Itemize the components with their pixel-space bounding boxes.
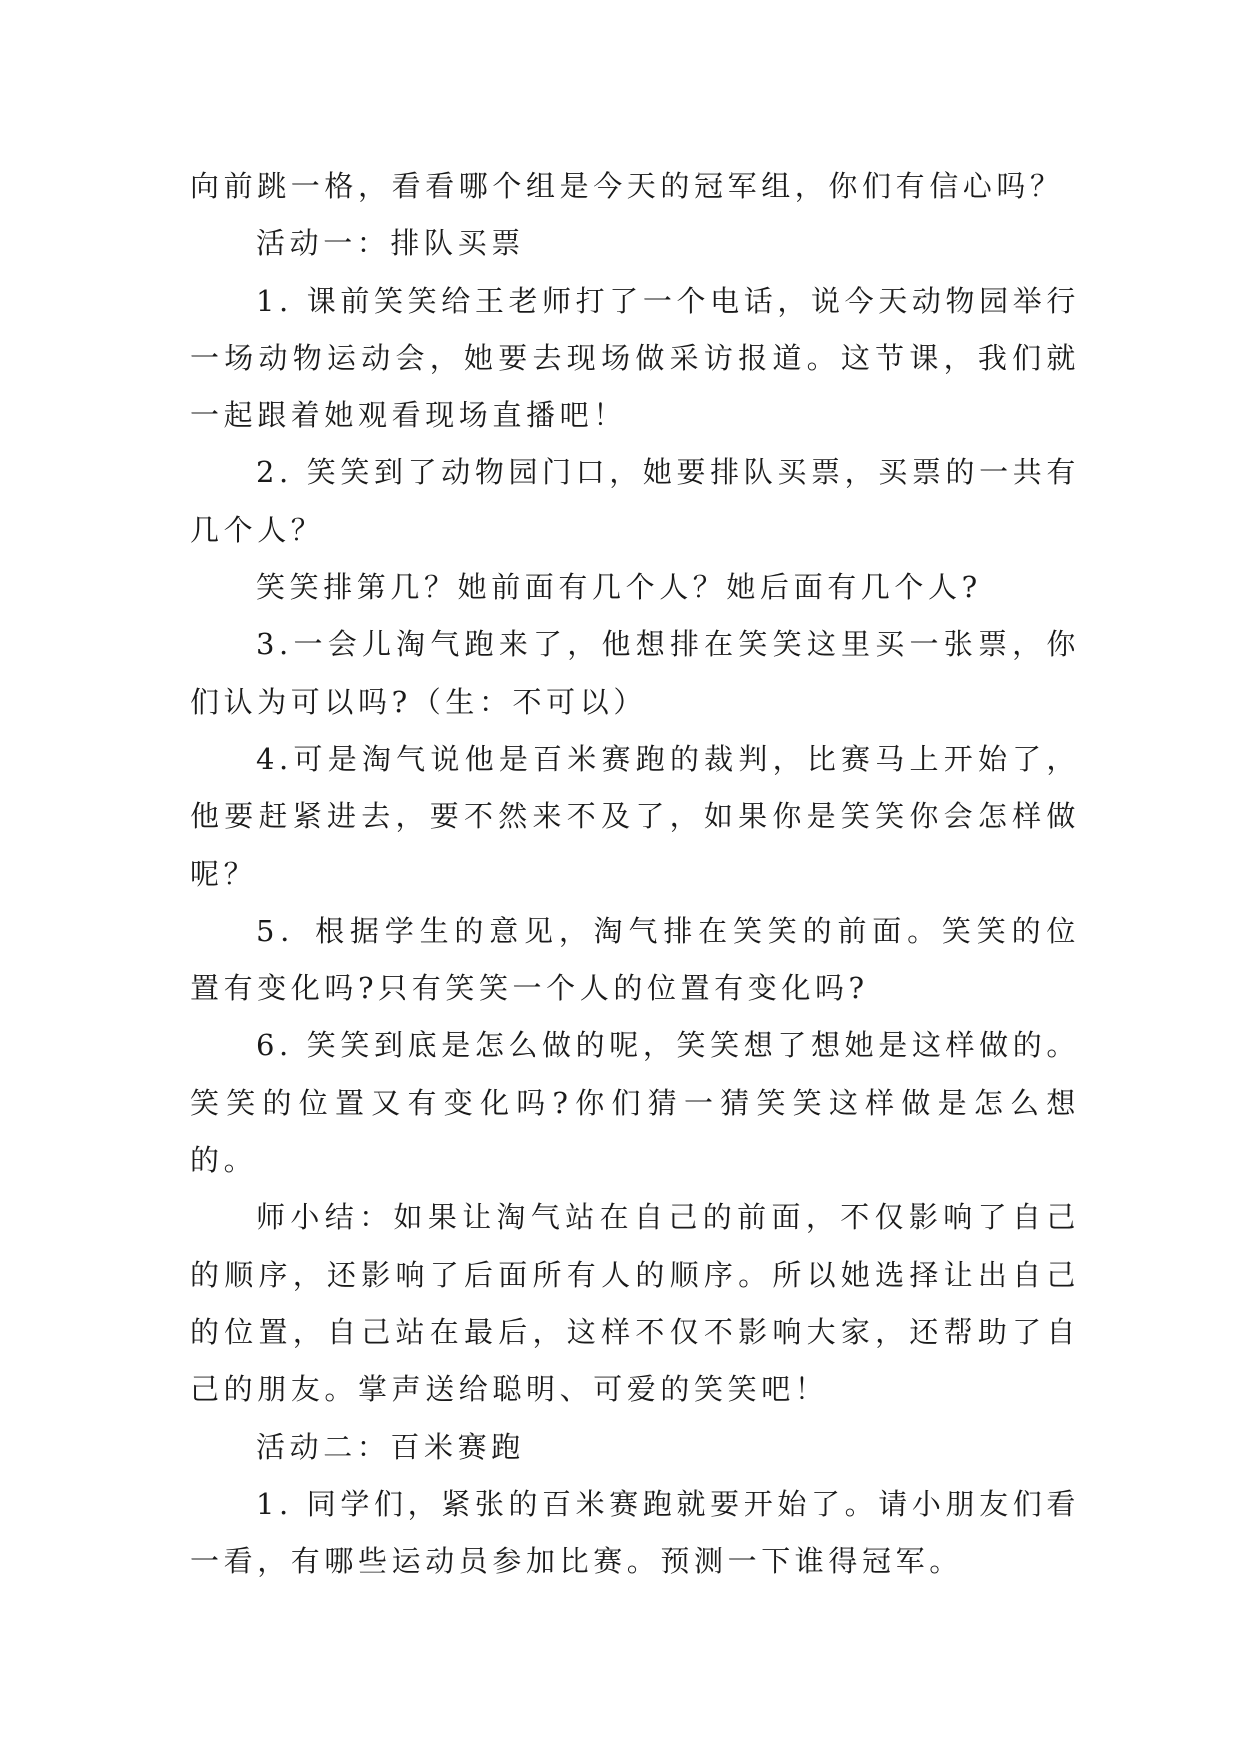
paragraph: 4.可是淘气说他是百米赛跑的裁判，比赛马上开始了，他要赶紧进去，要不然来不及了，如果你是笑笑你会怎样做呢？: [190, 741, 1080, 891]
paragraph: 5．根据学生的意见，淘气排在笑笑的前面。笑笑的位置有变化吗?只有笑笑一个人的位置有变化吗?: [190, 913, 1080, 1006]
paragraph: 6. 笑笑到底是怎么做的呢，笑笑想了想她是这样做的。笑笑的位置又有变化吗?你们猜一猜笑笑这样做是怎么想的。: [190, 1028, 1080, 1178]
paragraph: 3.一会儿淘气跑来了，他想排在笑笑这里买一张票，你们认为可以吗?（生：不可以）: [190, 627, 1080, 719]
paragraph: 2. 笑笑到了动物园门口，她要排队买票，买票的一共有几个人？: [190, 455, 1080, 547]
document-body: [190, 158, 1080, 1590]
paragraph: 向前跳一格，看看哪个组是今天的冠军组，你们有信心吗？: [190, 169, 1064, 203]
section-heading: 活动一：排队买票: [256, 226, 525, 261]
paragraph: 师小结：如果让淘气站在自己的前面，不仅影响了自己的顺序，还影响了后面所有人的顺序。所以她选择让出自己的位置，自己站在最后，这样不仅不影响大家，还帮助了自己的朋友。掌声送给聪明、可爱的笑笑吧！: [190, 1200, 1080, 1407]
paragraph: 笑笑排第几？她前面有几个人？她后面有几个人?: [256, 570, 982, 605]
paragraph: 1. 同学们，紧张的百米赛跑就要开始了。请小朋友们看一看，有哪些运动员参加比赛。预测一下谁得冠军。: [190, 1486, 1080, 1579]
section-heading: 活动二：百米赛跑: [256, 1429, 525, 1464]
paragraph: 1. 课前笑笑给王老师打了一个电话，说今天动物园举行一场动物运动会，她要去现场做采访报道。这节课，我们就一起跟着她观看现场直播吧！: [190, 283, 1080, 433]
